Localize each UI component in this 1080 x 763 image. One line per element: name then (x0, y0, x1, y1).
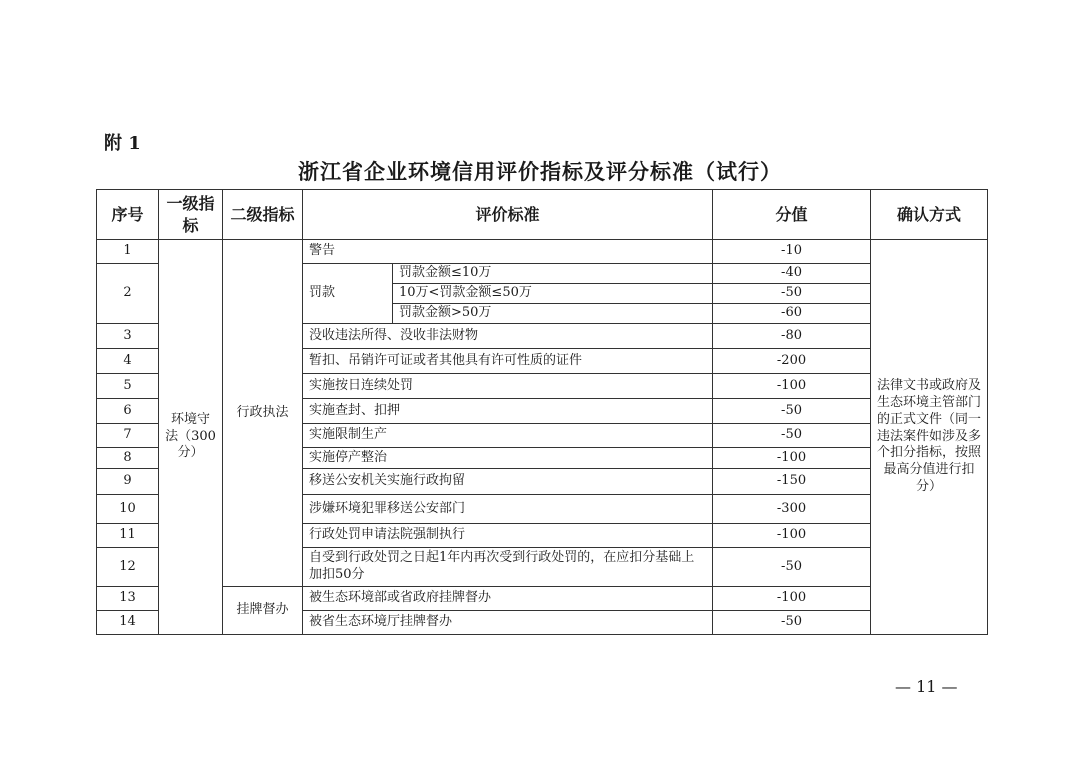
row-sub-criteria: 罚款金额>50万 (393, 304, 713, 324)
row-no: 6 (97, 399, 159, 424)
row-score: -40 (713, 264, 871, 284)
row-score: -50 (713, 424, 871, 448)
row-score: -10 (713, 240, 871, 264)
row-criteria: 没收违法所得、没收非法财物 (303, 324, 713, 349)
row-criteria: 实施按日连续处罚 (303, 374, 713, 399)
row-sub-criteria: 10万<罚款金额≤50万 (393, 284, 713, 304)
row-criteria: 警告 (303, 240, 713, 264)
row-no: 12 (97, 548, 159, 587)
row-criteria: 涉嫌环境犯罪移送公安部门 (303, 495, 713, 524)
confirm-method-cell: 法律文书或政府及生态环境主管部门的正式文件（同一违法案件如涉及多个扣分指标，按照最高分值进行扣分） (871, 240, 988, 635)
row-no: 5 (97, 374, 159, 399)
row-no: 3 (97, 324, 159, 349)
header-score: 分值 (713, 190, 871, 240)
row-criteria: 实施停产整治 (303, 448, 713, 469)
row-criteria: 被省生态环境厅挂牌督办 (303, 611, 713, 635)
row-score: -150 (713, 469, 871, 495)
row-no: 13 (97, 587, 159, 611)
row-no: 9 (97, 469, 159, 495)
row-criteria: 暂扣、吊销许可证或者其他具有许可性质的证件 (303, 349, 713, 374)
evaluation-table (96, 189, 988, 635)
row-no: 7 (97, 424, 159, 448)
row-no: 10 (97, 495, 159, 524)
row-criteria: 自受到行政处罚之日起1年内再次受到行政处罚的，在应扣分基础上加扣50分 (303, 548, 713, 587)
table-header-row (97, 190, 988, 240)
row-no: 8 (97, 448, 159, 469)
row-score: -50 (713, 284, 871, 304)
row-criteria: 行政处罚申请法院强制执行 (303, 524, 713, 548)
row-score: -200 (713, 349, 871, 374)
level2-supervise-cell: 挂牌督办 (223, 587, 303, 635)
row-no: 4 (97, 349, 159, 374)
row-score: -100 (713, 374, 871, 399)
row-score: -50 (713, 548, 871, 587)
row-sub-criteria: 罚款金额≤10万 (393, 264, 713, 284)
row-score: -100 (713, 448, 871, 469)
row-score: -100 (713, 524, 871, 548)
row-criteria: 实施查封、扣押 (303, 399, 713, 424)
header-level1: 一级指标 (159, 190, 223, 240)
header-confirm: 确认方式 (871, 190, 988, 240)
row-no: 1 (97, 240, 159, 264)
page-number: — 11 — (895, 677, 958, 696)
header-no: 序号 (97, 190, 159, 240)
row-no: 2 (97, 264, 159, 324)
row-score: -300 (713, 495, 871, 524)
row-score: -50 (713, 399, 871, 424)
row-score: -80 (713, 324, 871, 349)
table-row (97, 240, 988, 264)
row-score: -60 (713, 304, 871, 324)
level1-cell: 环境守法（300分） (159, 240, 223, 635)
row-criteria: 移送公安机关实施行政拘留 (303, 469, 713, 495)
document-title: 浙江省企业环境信用评价指标及评分标准（试行） (298, 159, 782, 184)
header-level2: 二级指标 (223, 190, 303, 240)
fine-label: 罚款 (303, 264, 393, 324)
row-criteria: 实施限制生产 (303, 424, 713, 448)
table-row (97, 587, 988, 611)
row-no: 14 (97, 611, 159, 635)
row-score: -100 (713, 587, 871, 611)
level2-admin-cell: 行政执法 (223, 240, 303, 587)
row-score: -50 (713, 611, 871, 635)
row-criteria: 被生态环境部或省政府挂牌督办 (303, 587, 713, 611)
appendix-label: 附 1 (104, 133, 141, 154)
header-criteria: 评价标准 (303, 190, 713, 240)
row-no: 11 (97, 524, 159, 548)
